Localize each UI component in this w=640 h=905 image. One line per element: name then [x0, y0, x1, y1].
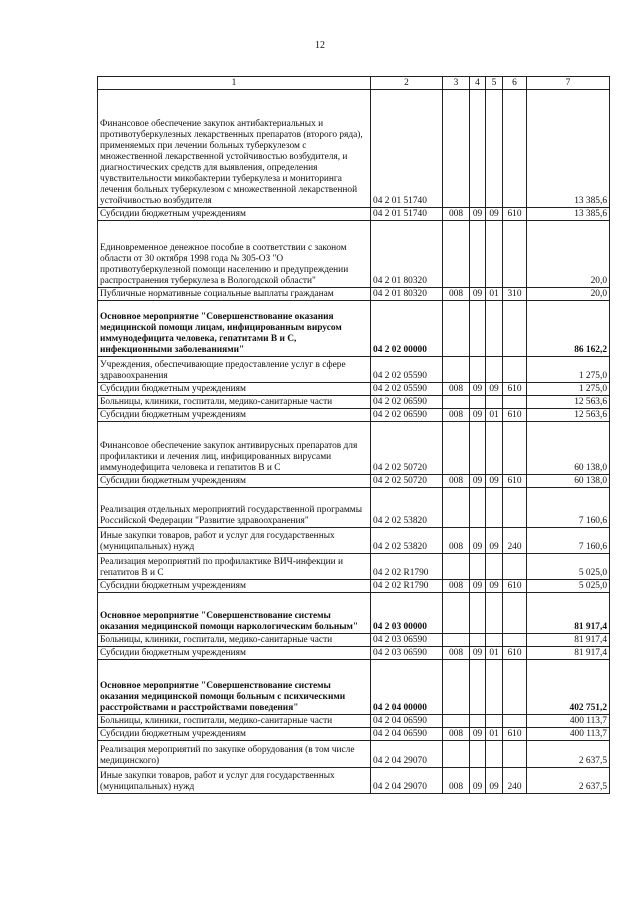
row-grbs-code	[443, 221, 470, 288]
row-target-code: 04 2 01 51740	[371, 90, 443, 208]
row-name: Реализация отдельных мероприятий государственной программы Российской Федерации "Развитие здравоохранения"	[98, 488, 371, 528]
row-subsection-code	[486, 488, 503, 528]
row-grbs-code: 008	[443, 409, 470, 422]
row-expense-type-code: 610	[503, 383, 527, 396]
row-name: Основное мероприятие "Совершенствование оказания медицинской помощи лицам, инфицированным вирусом иммунодефицита человека, гепатитами B и C, инфекционными заболеваниями"	[98, 301, 371, 357]
row-target-code: 04 2 02 50720	[371, 475, 443, 488]
row-name: Иные закупки товаров, работ и услуг для государственных (муниципальных) нужд	[98, 768, 371, 794]
col-header-name: 1	[98, 77, 371, 90]
row-name: Реализация мероприятий по закупке оборудования (в том числе медицинского)	[98, 741, 371, 768]
row-section-code	[470, 634, 486, 647]
table-row	[98, 221, 610, 288]
row-subsection-code: 09	[486, 475, 503, 488]
row-subsection-code: 09	[486, 580, 503, 593]
row-amount: 1 275,0	[527, 357, 610, 383]
row-section-code: 09	[470, 580, 486, 593]
row-grbs-code	[443, 715, 470, 728]
row-amount: 7 160,6	[527, 488, 610, 528]
row-section-code: 09	[470, 768, 486, 794]
row-amount: 5 025,0	[527, 554, 610, 580]
row-target-code: 04 2 02 53820	[371, 528, 443, 554]
row-name: Субсидии бюджетным учреждениям	[98, 208, 371, 221]
table-row	[98, 741, 610, 768]
row-expense-type-code	[503, 634, 527, 647]
row-target-code: 04 2 02 R1790	[371, 554, 443, 580]
row-subsection-code	[486, 301, 503, 357]
budget-table	[97, 76, 610, 794]
row-subsection-code	[486, 593, 503, 634]
row-subsection-code	[486, 715, 503, 728]
row-expense-type-code: 610	[503, 580, 527, 593]
row-section-code	[470, 741, 486, 768]
row-target-code: 04 2 02 53820	[371, 488, 443, 528]
row-amount: 81 917,4	[527, 593, 610, 634]
row-amount: 12 563,6	[527, 409, 610, 422]
row-target-code: 04 2 03 00000	[371, 593, 443, 634]
col-header-rz: 4	[470, 77, 486, 90]
row-expense-type-code	[503, 593, 527, 634]
row-amount: 1 275,0	[527, 383, 610, 396]
row-target-code: 04 2 04 06590	[371, 715, 443, 728]
row-grbs-code	[443, 301, 470, 357]
row-expense-type-code: 610	[503, 409, 527, 422]
row-grbs-code	[443, 741, 470, 768]
table-row	[98, 475, 610, 488]
row-name: Публичные нормативные социальные выплаты гражданам	[98, 288, 371, 301]
row-expense-type-code	[503, 422, 527, 475]
row-amount: 2 637,5	[527, 768, 610, 794]
table-row	[98, 634, 610, 647]
row-name: Субсидии бюджетным учреждениям	[98, 475, 371, 488]
row-subsection-code	[486, 357, 503, 383]
row-grbs-code	[443, 593, 470, 634]
row-amount: 86 162,2	[527, 301, 610, 357]
row-section-code: 09	[470, 475, 486, 488]
row-section-code: 09	[470, 409, 486, 422]
row-expense-type-code	[503, 357, 527, 383]
row-section-code: 09	[470, 728, 486, 741]
table-row	[98, 660, 610, 715]
row-expense-type-code: 610	[503, 208, 527, 221]
row-section-code: 09	[470, 383, 486, 396]
row-section-code: 09	[470, 647, 486, 660]
page-number: 12	[315, 40, 325, 51]
row-grbs-code: 008	[443, 768, 470, 794]
row-amount: 60 138,0	[527, 475, 610, 488]
row-subsection-code: 09	[486, 768, 503, 794]
row-section-code	[470, 488, 486, 528]
row-target-code: 04 2 03 06590	[371, 647, 443, 660]
row-amount: 81 917,4	[527, 634, 610, 647]
row-section-code	[470, 715, 486, 728]
row-subsection-code: 01	[486, 647, 503, 660]
row-subsection-code	[486, 634, 503, 647]
table-row	[98, 593, 610, 634]
row-expense-type-code	[503, 715, 527, 728]
row-grbs-code: 008	[443, 728, 470, 741]
row-subsection-code	[486, 90, 503, 208]
row-expense-type-code: 610	[503, 728, 527, 741]
row-target-code: 04 2 02 06590	[371, 396, 443, 409]
row-subsection-code	[486, 396, 503, 409]
row-grbs-code: 008	[443, 383, 470, 396]
row-target-code: 04 2 02 05590	[371, 357, 443, 383]
table-row	[98, 580, 610, 593]
row-amount: 400 113,7	[527, 728, 610, 741]
row-grbs-code: 008	[443, 528, 470, 554]
row-target-code: 04 2 01 80320	[371, 288, 443, 301]
row-amount: 400 113,7	[527, 715, 610, 728]
table-row	[98, 301, 610, 357]
row-grbs-code	[443, 554, 470, 580]
table-row	[98, 422, 610, 475]
row-target-code: 04 2 02 50720	[371, 422, 443, 475]
row-target-code: 04 2 04 29070	[371, 741, 443, 768]
row-expense-type-code	[503, 90, 527, 208]
table-row	[98, 728, 610, 741]
row-section-code	[470, 660, 486, 715]
row-expense-type-code	[503, 554, 527, 580]
row-name: Субсидии бюджетным учреждениям	[98, 647, 371, 660]
row-amount: 20,0	[527, 221, 610, 288]
row-name: Больницы, клиники, госпитали, медико-санитарные части	[98, 715, 371, 728]
row-expense-type-code: 610	[503, 647, 527, 660]
row-grbs-code	[443, 660, 470, 715]
row-expense-type-code: 310	[503, 288, 527, 301]
row-section-code: 09	[470, 208, 486, 221]
row-target-code: 04 2 02 06590	[371, 409, 443, 422]
row-subsection-code	[486, 660, 503, 715]
row-amount: 20,0	[527, 288, 610, 301]
row-amount: 13 385,6	[527, 90, 610, 208]
table-row	[98, 768, 610, 794]
table-row	[98, 90, 610, 208]
row-subsection-code: 09	[486, 208, 503, 221]
row-name: Основное мероприятие "Совершенствование системы оказания медицинской помощи наркологическим больным"	[98, 593, 371, 634]
table-row	[98, 383, 610, 396]
row-section-code	[470, 90, 486, 208]
row-grbs-code: 008	[443, 288, 470, 301]
table-row	[98, 488, 610, 528]
row-expense-type-code: 240	[503, 768, 527, 794]
table-row	[98, 554, 610, 580]
row-section-code	[470, 357, 486, 383]
row-name: Иные закупки товаров, работ и услуг для государственных (муниципальных) нужд	[98, 528, 371, 554]
col-header-grbs: 3	[443, 77, 470, 90]
row-amount: 7 160,6	[527, 528, 610, 554]
row-expense-type-code	[503, 660, 527, 715]
row-grbs-code: 008	[443, 208, 470, 221]
row-name: Финансовое обеспечение закупок антибактериальных и противотуберкулезных лекарственных препаратов (второго ряда), применяемых при лечении больных туберкулезом с множественной лекарственной устойчивостью возбудителя, и диагностических средств для выявления, определения чувствительности микобактерии туберкулеза и мониторинга лечения больных туберкулезом с множественной лекарственной устойчивостью возбудителя	[98, 90, 371, 208]
row-section-code	[470, 422, 486, 475]
table-row	[98, 396, 610, 409]
row-subsection-code	[486, 554, 503, 580]
row-section-code	[470, 396, 486, 409]
row-target-code: 04 2 02 00000	[371, 301, 443, 357]
row-grbs-code: 008	[443, 580, 470, 593]
col-header-amount: 7	[527, 77, 610, 90]
table-row	[98, 647, 610, 660]
table-row	[98, 208, 610, 221]
row-expense-type-code: 610	[503, 475, 527, 488]
row-expense-type-code	[503, 488, 527, 528]
row-grbs-code	[443, 634, 470, 647]
table-row	[98, 357, 610, 383]
row-section-code	[470, 221, 486, 288]
row-grbs-code	[443, 396, 470, 409]
row-grbs-code	[443, 422, 470, 475]
row-expense-type-code	[503, 301, 527, 357]
row-section-code: 09	[470, 528, 486, 554]
row-amount: 13 385,6	[527, 208, 610, 221]
row-target-code: 04 2 04 29070	[371, 768, 443, 794]
row-grbs-code: 008	[443, 475, 470, 488]
row-section-code	[470, 554, 486, 580]
row-subsection-code	[486, 422, 503, 475]
row-subsection-code	[486, 741, 503, 768]
row-section-code	[470, 593, 486, 634]
row-target-code: 04 2 02 R1790	[371, 580, 443, 593]
row-name: Субсидии бюджетным учреждениям	[98, 383, 371, 396]
row-name: Финансовое обеспечение закупок антивирусных препаратов для профилактики и лечения лиц, инфицированных вирусами иммунодефицита человека и гепатитов B и C	[98, 422, 371, 475]
row-name: Основное мероприятие "Совершенствование системы оказания медицинской помощи больным с психическими расстройствами и расстройствами поведения"	[98, 660, 371, 715]
table-row	[98, 409, 610, 422]
table-body	[98, 90, 610, 794]
row-amount: 402 751,2	[527, 660, 610, 715]
row-expense-type-code	[503, 741, 527, 768]
row-grbs-code: 008	[443, 647, 470, 660]
row-subsection-code: 01	[486, 409, 503, 422]
row-subsection-code: 09	[486, 383, 503, 396]
row-name: Больницы, клиники, госпитали, медико-санитарные части	[98, 396, 371, 409]
row-name: Учреждения, обеспечивающие предоставление услуг в сфере здравоохранения	[98, 357, 371, 383]
table-row	[98, 715, 610, 728]
row-amount: 12 563,6	[527, 396, 610, 409]
table-row	[98, 528, 610, 554]
row-amount: 81 917,4	[527, 647, 610, 660]
col-header-vr: 6	[503, 77, 527, 90]
row-expense-type-code: 240	[503, 528, 527, 554]
col-header-pr: 5	[486, 77, 503, 90]
row-subsection-code: 09	[486, 528, 503, 554]
row-name: Больницы, клиники, госпитали, медико-санитарные части	[98, 634, 371, 647]
row-amount: 2 637,5	[527, 741, 610, 768]
row-name: Субсидии бюджетным учреждениям	[98, 580, 371, 593]
row-expense-type-code	[503, 221, 527, 288]
row-subsection-code: 01	[486, 288, 503, 301]
table-row	[98, 288, 610, 301]
row-amount: 5 025,0	[527, 580, 610, 593]
row-target-code: 04 2 04 00000	[371, 660, 443, 715]
row-subsection-code	[486, 221, 503, 288]
row-grbs-code	[443, 90, 470, 208]
row-section-code: 09	[470, 288, 486, 301]
row-subsection-code: 01	[486, 728, 503, 741]
row-target-code: 04 2 03 06590	[371, 634, 443, 647]
row-name: Субсидии бюджетным учреждениям	[98, 728, 371, 741]
row-name: Реализация мероприятий по профилактике ВИЧ-инфекции и гепатитов B и C	[98, 554, 371, 580]
row-target-code: 04 2 04 06590	[371, 728, 443, 741]
col-header-csr: 2	[371, 77, 443, 90]
row-section-code	[470, 301, 486, 357]
row-name: Единовременное денежное пособие в соответствии с законом области от 30 октября 1998 года № 305-ОЗ "О противотуберкулезной помощи населению и предупреждении распространения туберкулеза в Вологодской области"	[98, 221, 371, 288]
row-target-code: 04 2 01 80320	[371, 221, 443, 288]
table-header-row	[98, 77, 610, 90]
row-grbs-code	[443, 357, 470, 383]
row-amount: 60 138,0	[527, 422, 610, 475]
row-target-code: 04 2 01 51740	[371, 208, 443, 221]
row-grbs-code	[443, 488, 470, 528]
row-target-code: 04 2 02 05590	[371, 383, 443, 396]
row-name: Субсидии бюджетным учреждениям	[98, 409, 371, 422]
row-expense-type-code	[503, 396, 527, 409]
